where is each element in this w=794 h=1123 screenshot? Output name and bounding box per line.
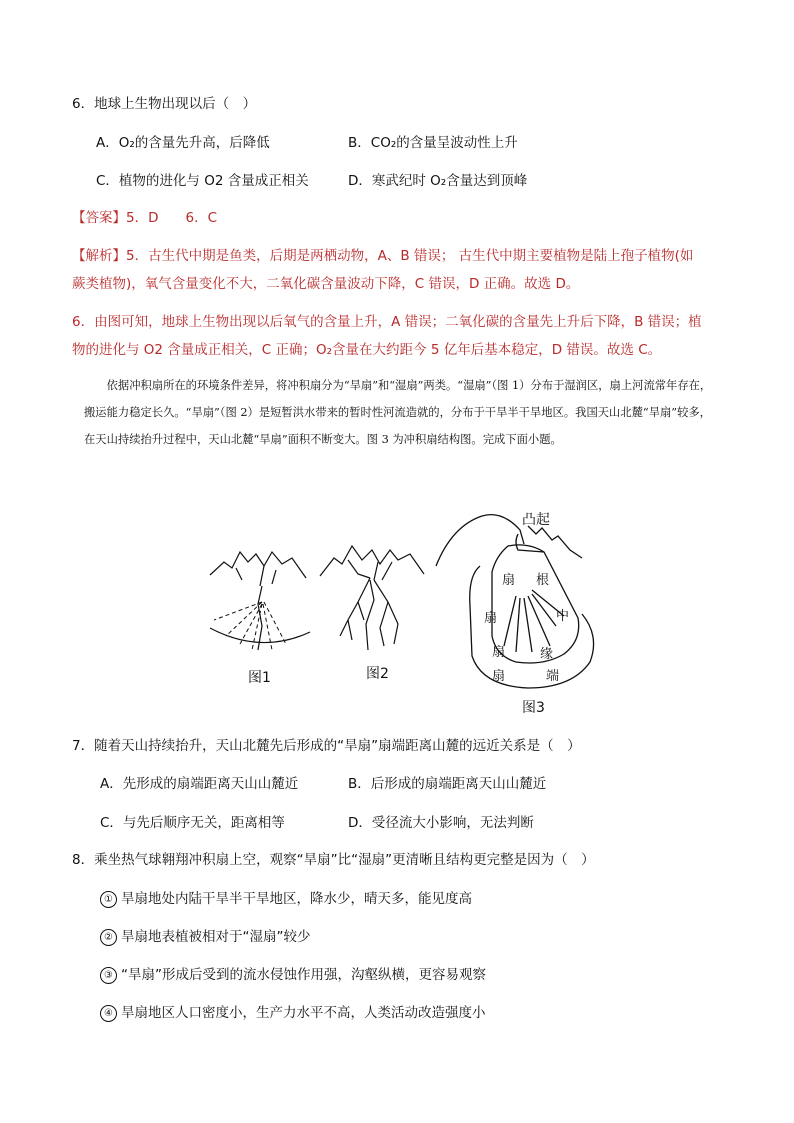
q7-stem: 7．随着天山持续抬升，天山北麓先后形成的“旱扇”扇端距离山麓的远近关系是（ ） bbox=[72, 738, 581, 754]
answer-text: 5．D 6．C bbox=[126, 210, 217, 226]
q8-item-3-text: “旱扇”形成后受到的流水侵蚀作用强，沟壑纵横，更容易观察 bbox=[121, 967, 486, 983]
fan-label-5: 扇 bbox=[492, 645, 506, 660]
figure-1-wet-fan bbox=[206, 540, 316, 690]
figure-2-dry-fan bbox=[318, 540, 428, 690]
analysis-tag: 【解析】 bbox=[72, 248, 126, 264]
figure-3-label: 图3 bbox=[522, 700, 545, 716]
fan-label-7: 扇 bbox=[492, 669, 506, 684]
figure-2-label: 图2 bbox=[366, 666, 389, 682]
q8-stem: 8．乘坐热气球翱翔冲积扇上空，观察“旱扇”比“湿扇”更清晰且结构更完整是因为（ ） bbox=[72, 852, 595, 868]
analysis-p2-line1: 6．由图可知，地球上生物出现以后氧气的含量上升，A 错误；二氧化碳的含量先上升后下降，B 错误；植 bbox=[72, 314, 702, 330]
analysis-p2-line2: 物的进化与 O2 含量成正相关，C 正确；O₂含量在大约距今 5 亿年后基本稳定，D 错误。故选 C。 bbox=[72, 342, 662, 358]
q8-item-2-num: ② bbox=[100, 929, 117, 946]
q8-item-4-num: ④ bbox=[100, 1005, 117, 1022]
q8-item-3 bbox=[100, 965, 486, 985]
fan-label-2: 根 bbox=[536, 573, 550, 588]
answer-line bbox=[72, 208, 217, 228]
q7-option-b: B．后形成的扇端距离天山山麓近 bbox=[348, 776, 547, 792]
fan-label-8: 端 bbox=[546, 669, 560, 684]
q8-item-4-text: 旱扇地区人口密度小，生产力水平不高，人类活动改造强度小 bbox=[121, 1005, 486, 1021]
q8-item-1-num: ① bbox=[100, 891, 117, 908]
q8-item-3-num: ③ bbox=[100, 967, 117, 984]
analysis-p1-line2: 蕨类植物)，氧气含量变化不大，二氧化碳含量波动下降，C 错误，D 正确。故选 D。 bbox=[72, 276, 580, 292]
q6-stem: 6．地球上生物出现以后（ ） bbox=[72, 96, 257, 112]
answer-tag: 【答案】 bbox=[72, 210, 126, 226]
q6-option-b: B．CO₂的含量呈波动性上升 bbox=[348, 135, 518, 151]
fan-label-3: 扇 bbox=[484, 611, 498, 626]
analysis-p1-first: 5．古生代中期是鱼类，后期是两栖动物，A、B 错误； 古生代中期主要植物是陆上孢子植物(如 bbox=[126, 248, 694, 264]
fan-label-1: 扇 bbox=[502, 573, 516, 588]
q6-option-a: A．O₂的含量先升高，后降低 bbox=[96, 135, 270, 151]
q8-item-4 bbox=[100, 1003, 486, 1023]
fan-label-6: 缘 bbox=[540, 647, 554, 662]
q6-option-d: D．寒武纪时 O₂含量达到顶峰 bbox=[348, 173, 528, 189]
analysis-p1-line1 bbox=[72, 246, 693, 266]
q7-option-c: C．与先后顺序无关，距离相等 bbox=[100, 815, 285, 831]
q7-option-d: D．受径流大小影响，无法判断 bbox=[348, 815, 534, 831]
q8-item-2 bbox=[100, 927, 311, 947]
q8-item-1-text: 旱扇地处内陆干旱半干旱地区，降水少，晴天多，能见度高 bbox=[121, 891, 472, 907]
figure-3-top-label: 凸起 bbox=[522, 512, 550, 528]
q8-item-2-text: 旱扇地表植被相对于“湿扇”较少 bbox=[121, 929, 311, 945]
figure-1-label: 图1 bbox=[248, 670, 271, 686]
q6-option-c: C．植物的进化与 O2 含量成正相关 bbox=[96, 173, 309, 189]
fan-label-4: 中 bbox=[556, 609, 570, 624]
figure-3-fan-structure bbox=[432, 506, 602, 718]
q7-option-a: A．先形成的扇端距离天山山麓近 bbox=[100, 776, 299, 792]
reading-passage: 依据冲积扇所在的环境条件差异，将冲积扇分为“旱扇”和“湿扇”两类。“湿扇”（图 1）分布于湿润区，扇上河流常年存在，搬运能力稳定长久。“旱扇”（图 2）是短暂洪水带来的暂时性河流造就的，分布于干旱半干旱地区。我国天山北麓“旱扇”较多，在天山持续抬升过程中，天山北麓“旱扇”面积不断变大。图 3 为冲积扇结构图。完成下面小题。 bbox=[84, 379, 712, 446]
q8-item-1 bbox=[100, 889, 472, 909]
